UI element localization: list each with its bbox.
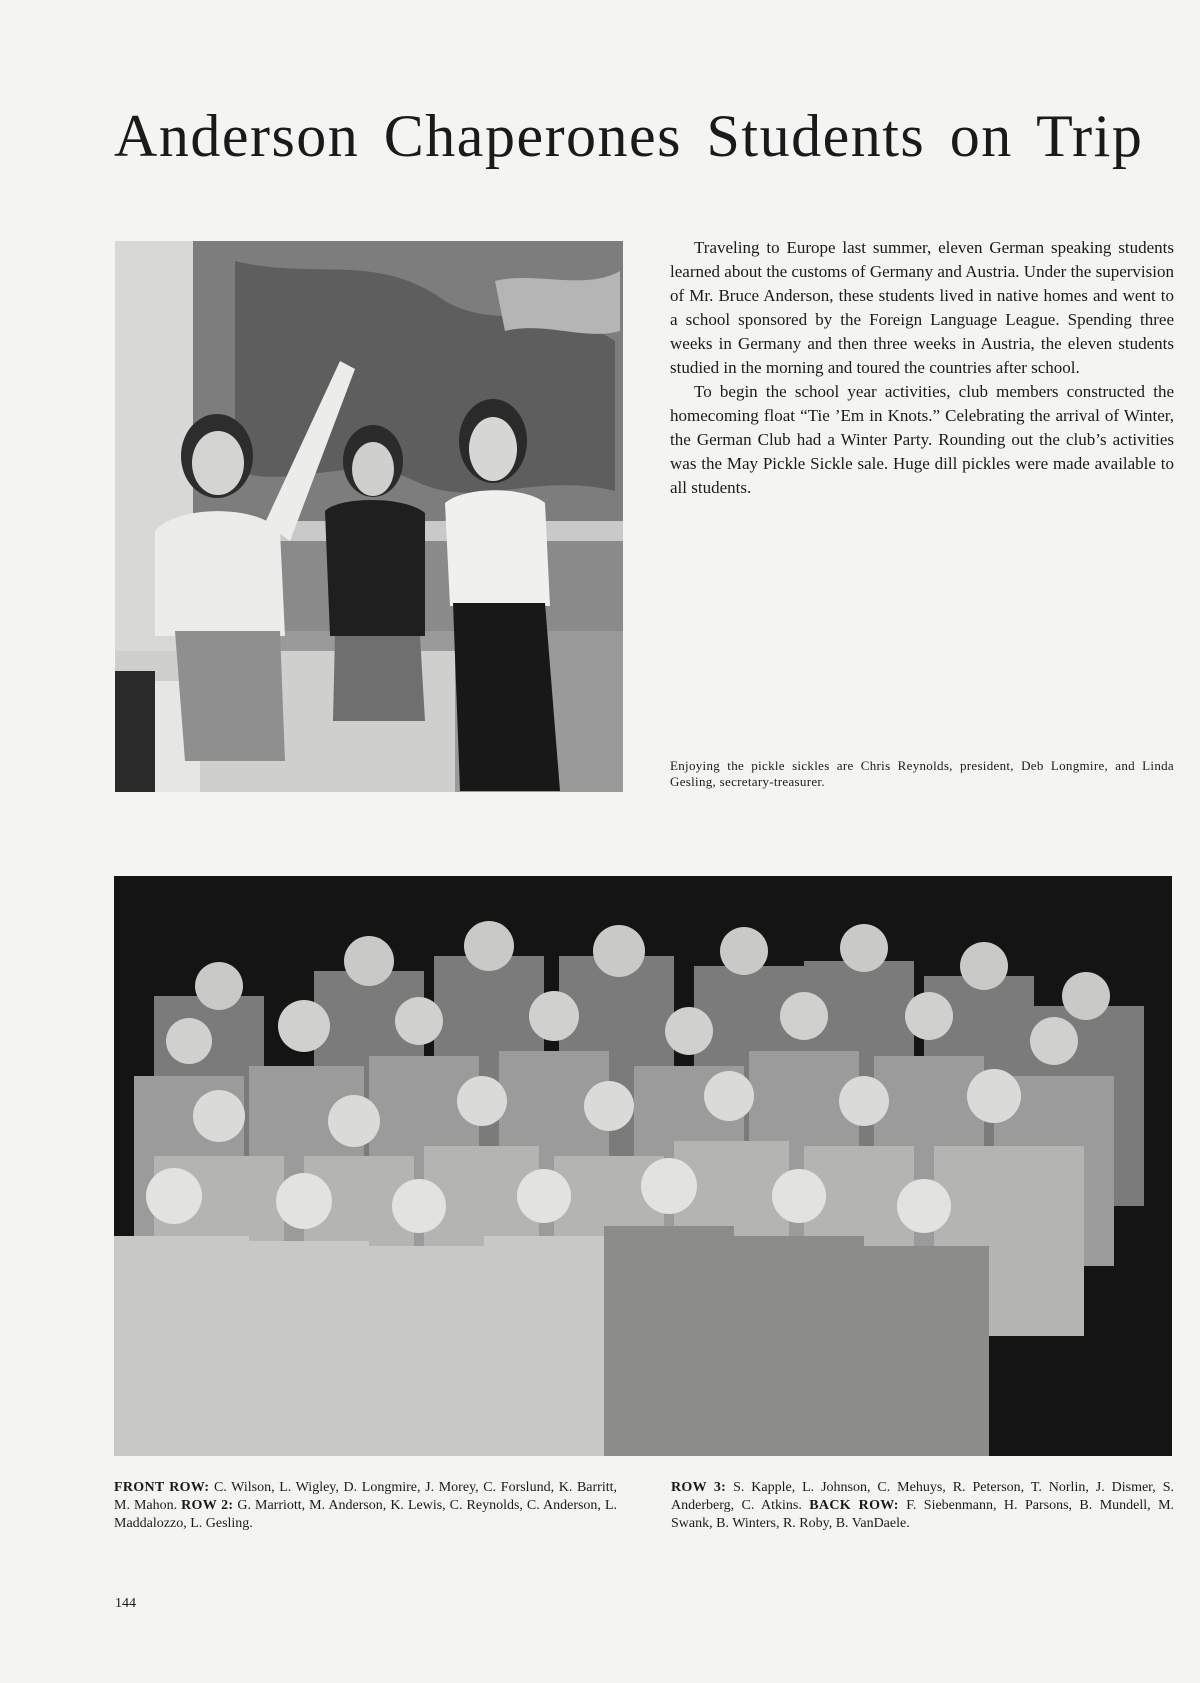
roster-left bbox=[114, 1479, 617, 1533]
group-photo bbox=[114, 876, 1172, 1456]
page-headline: Anderson Chaperones Students on Trip bbox=[114, 103, 1144, 169]
back-row-label: BACK ROW: bbox=[809, 1498, 899, 1513]
article-paragraph: To begin the school year activities, club members constructed the homecoming float “Tie ’Em in Knots.” Celebrating the arrival of Winter, the German Club had a Winter Party. Rounding out the club’s activities was the May Pickle Sickle sale. Huge dill pickles were made available to all students. bbox=[670, 382, 1174, 497]
group-photo-image bbox=[114, 876, 1172, 1456]
article-paragraph: Traveling to Europe last summer, eleven German speaking students learned about the customs of Germany and Austria. Under the supervision of Mr. Bruce Anderson, these students lived in native homes and went to a school sponsored by the Foreign Language League. Spending three weeks in Germany and then three weeks in Austria, the eleven students studied in the morning and toured the countries after school. bbox=[670, 238, 1174, 377]
pickle-sickle-photo-image bbox=[115, 241, 623, 792]
photo-caption: Enjoying the pickle sickles are Chris Reynolds, president, Deb Longmire, and Linda Gesling, secretary-treasurer. bbox=[670, 758, 1174, 789]
front-row-names: C. Wilson, L. Wigley, D. Longmire, J. Morey, C. Forslund, K. Barritt, M. Mahon. bbox=[114, 1480, 618, 1513]
roster-right bbox=[671, 1479, 1174, 1533]
row3-names: S. Kapple, L. Johnson, C. Mehuys, R. Peterson, T. Norlin, J. Dismer, S. Anderberg, C. Atkins. bbox=[671, 1480, 1174, 1513]
pickle-sickle-photo bbox=[115, 241, 623, 792]
row2-label: ROW 2: bbox=[181, 1498, 234, 1513]
back-row-names: F. Siebenmann, H. Parsons, B. Mundell, M. Swank, B. Winters, R. Roby, B. VanDaele. bbox=[671, 1498, 1175, 1531]
article-body bbox=[670, 236, 1174, 500]
row3-label: ROW 3: bbox=[671, 1480, 727, 1495]
page-number: 144 bbox=[115, 1596, 136, 1611]
row2-names: G. Marriott, M. Anderson, K. Lewis, C. Reynolds, C. Anderson, L. Maddalozzo, L. Gesling. bbox=[114, 1498, 617, 1531]
front-row-label: FRONT ROW: bbox=[114, 1480, 210, 1495]
